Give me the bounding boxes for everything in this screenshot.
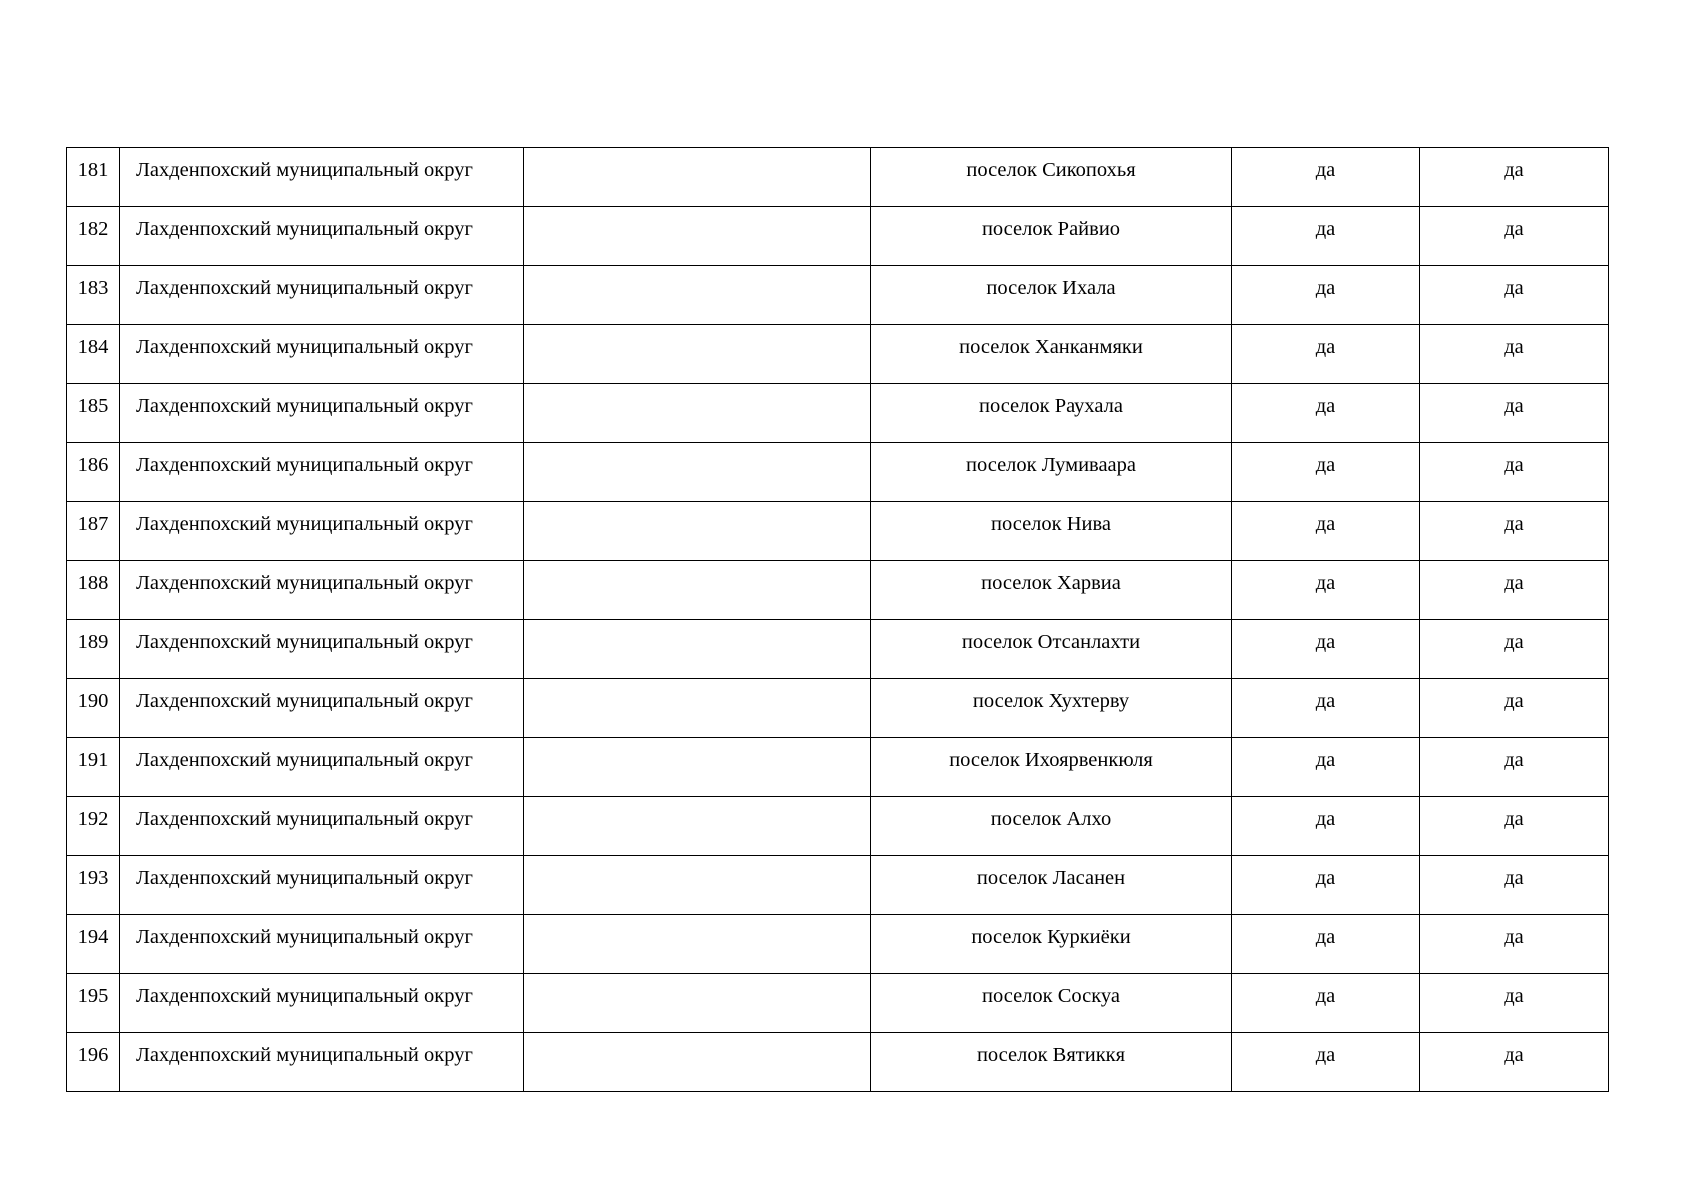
flag-text-1: да	[1315, 690, 1336, 712]
row-number-text: 186	[77, 454, 109, 476]
flag-cell-1	[1232, 679, 1420, 738]
row-number-cell	[67, 856, 120, 915]
empty-cell	[524, 561, 871, 620]
row-number-cell	[67, 797, 120, 856]
settlement-cell	[871, 148, 1232, 207]
flag-cell-2	[1420, 502, 1609, 561]
flag-text-1: да	[1315, 867, 1336, 889]
municipal-okrug-cell	[120, 561, 524, 620]
flag-cell-1	[1232, 974, 1420, 1033]
municipal-okrug-cell	[120, 1033, 524, 1092]
empty-cell	[524, 679, 871, 738]
settlement-cell	[871, 797, 1232, 856]
row-number-text: 195	[77, 985, 109, 1007]
empty-cell	[524, 443, 871, 502]
flag-text-2: да	[1504, 867, 1524, 889]
row-number-cell	[67, 738, 120, 797]
table-row	[67, 502, 1609, 561]
municipal-okrug-text: Лахденпохский муниципальный округ	[136, 926, 473, 948]
flag-cell-1	[1232, 738, 1420, 797]
municipal-okrug-cell	[120, 148, 524, 207]
flag-text-2: да	[1504, 218, 1524, 240]
flag-text-2: да	[1504, 336, 1524, 358]
row-number-cell	[67, 148, 120, 207]
settlements-table	[66, 147, 1609, 1092]
municipal-okrug-text: Лахденпохский муниципальный округ	[136, 690, 473, 712]
settlement-cell	[871, 325, 1232, 384]
empty-cell	[524, 148, 871, 207]
empty-cell	[524, 974, 871, 1033]
flag-text-2: да	[1504, 985, 1524, 1007]
flag-text-1: да	[1315, 808, 1336, 830]
row-number-cell	[67, 620, 120, 679]
flag-cell-2	[1420, 738, 1609, 797]
flag-cell-2	[1420, 384, 1609, 443]
row-number-cell	[67, 679, 120, 738]
settlement-text: поселок Алхо	[990, 808, 1112, 830]
table-body	[67, 148, 1609, 1092]
flag-cell-2	[1420, 915, 1609, 974]
table-row	[67, 443, 1609, 502]
table-row	[67, 679, 1609, 738]
row-number-text: 182	[77, 218, 109, 240]
flag-cell-2	[1420, 620, 1609, 679]
flag-text-2: да	[1504, 159, 1524, 181]
settlement-text: поселок Раухала	[978, 395, 1124, 417]
settlement-text: поселок Ихала	[986, 277, 1116, 299]
empty-cell	[524, 856, 871, 915]
settlement-cell	[871, 266, 1232, 325]
flag-cell-1	[1232, 502, 1420, 561]
row-number-cell	[67, 502, 120, 561]
table-row	[67, 915, 1609, 974]
flag-text-1: да	[1315, 336, 1336, 358]
municipal-okrug-cell	[120, 738, 524, 797]
row-number-text: 193	[77, 867, 109, 889]
flag-text-2: да	[1504, 277, 1524, 299]
municipal-okrug-cell	[120, 856, 524, 915]
flag-text-1: да	[1315, 1044, 1336, 1066]
row-number-cell	[67, 325, 120, 384]
table-row	[67, 856, 1609, 915]
table-row	[67, 738, 1609, 797]
flag-cell-2	[1420, 207, 1609, 266]
row-number-text: 190	[77, 690, 109, 712]
settlement-text: поселок Райвио	[981, 218, 1121, 240]
flag-text-2: да	[1504, 926, 1524, 948]
municipal-okrug-cell	[120, 679, 524, 738]
settlement-cell	[871, 561, 1232, 620]
flag-text-1: да	[1315, 926, 1336, 948]
empty-cell	[524, 502, 871, 561]
table-row	[67, 207, 1609, 266]
row-number-cell	[67, 1033, 120, 1092]
flag-cell-1	[1232, 561, 1420, 620]
row-number-cell	[67, 561, 120, 620]
flag-text-2: да	[1504, 1044, 1524, 1066]
municipal-okrug-text: Лахденпохский муниципальный округ	[136, 572, 473, 594]
row-number-cell	[67, 915, 120, 974]
empty-cell	[524, 384, 871, 443]
row-number-text: 187	[77, 513, 109, 535]
row-number-text: 185	[77, 395, 109, 417]
flag-cell-1	[1232, 915, 1420, 974]
settlement-cell	[871, 207, 1232, 266]
settlement-text: поселок Нива	[990, 513, 1112, 535]
row-number-cell	[67, 384, 120, 443]
municipal-okrug-text: Лахденпохский муниципальный округ	[136, 277, 473, 299]
settlement-cell	[871, 679, 1232, 738]
municipal-okrug-cell	[120, 797, 524, 856]
flag-cell-1	[1232, 797, 1420, 856]
flag-text-2: да	[1504, 631, 1524, 653]
flag-cell-1	[1232, 1033, 1420, 1092]
flag-cell-2	[1420, 325, 1609, 384]
municipal-okrug-cell	[120, 266, 524, 325]
municipal-okrug-text: Лахденпохский муниципальный округ	[136, 395, 473, 417]
flag-text-1: да	[1315, 513, 1336, 535]
flag-cell-1	[1232, 207, 1420, 266]
empty-cell	[524, 207, 871, 266]
municipal-okrug-text: Лахденпохский муниципальный округ	[136, 808, 473, 830]
settlement-text: поселок Сикопохья	[966, 159, 1136, 181]
row-number-text: 183	[77, 277, 109, 299]
settlement-cell	[871, 738, 1232, 797]
empty-cell	[524, 325, 871, 384]
municipal-okrug-cell	[120, 620, 524, 679]
municipal-okrug-cell	[120, 325, 524, 384]
flag-cell-2	[1420, 561, 1609, 620]
flag-text-1: да	[1315, 572, 1336, 594]
flag-cell-2	[1420, 148, 1609, 207]
flag-cell-2	[1420, 856, 1609, 915]
municipal-okrug-text: Лахденпохский муниципальный округ	[136, 513, 473, 535]
empty-cell	[524, 738, 871, 797]
flag-text-2: да	[1504, 513, 1524, 535]
table-row	[67, 148, 1609, 207]
flag-text-2: да	[1504, 749, 1524, 771]
table-row	[67, 561, 1609, 620]
flag-cell-1	[1232, 325, 1420, 384]
municipal-okrug-text: Лахденпохский муниципальный округ	[136, 867, 473, 889]
settlement-text: поселок Хухтерву	[972, 690, 1130, 712]
row-number-cell	[67, 974, 120, 1033]
settlement-cell	[871, 856, 1232, 915]
flag-text-1: да	[1315, 218, 1336, 240]
municipal-okrug-text: Лахденпохский муниципальный округ	[136, 454, 473, 476]
municipal-okrug-cell	[120, 974, 524, 1033]
flag-cell-1	[1232, 148, 1420, 207]
table-row	[67, 325, 1609, 384]
settlement-text: поселок Вятиккя	[976, 1044, 1126, 1066]
settlement-cell	[871, 443, 1232, 502]
row-number-text: 192	[77, 808, 109, 830]
table-row	[67, 974, 1609, 1033]
municipal-okrug-cell	[120, 915, 524, 974]
municipal-okrug-text: Лахденпохский муниципальный округ	[136, 631, 473, 653]
settlement-text: поселок Ласанен	[976, 867, 1126, 889]
municipal-okrug-text: Лахденпохский муниципальный округ	[136, 159, 473, 181]
row-number-text: 189	[77, 631, 109, 653]
row-number-text: 184	[77, 336, 109, 358]
flag-text-1: да	[1315, 277, 1336, 299]
municipal-okrug-cell	[120, 207, 524, 266]
settlement-text: поселок Ханканмяки	[959, 336, 1143, 358]
row-number-cell	[67, 443, 120, 502]
flag-text-2: да	[1504, 454, 1524, 476]
row-number-text: 194	[77, 926, 109, 948]
row-number-cell	[67, 207, 120, 266]
empty-cell	[524, 1033, 871, 1092]
flag-cell-2	[1420, 443, 1609, 502]
settlement-cell	[871, 1033, 1232, 1092]
settlement-text: поселок Соскуа	[981, 985, 1121, 1007]
settlement-cell	[871, 620, 1232, 679]
municipal-okrug-cell	[120, 443, 524, 502]
flag-text-1: да	[1315, 454, 1336, 476]
settlement-cell	[871, 384, 1232, 443]
row-number-text: 191	[77, 749, 109, 771]
municipal-okrug-text: Лахденпохский муниципальный округ	[136, 1044, 473, 1066]
municipal-okrug-cell	[120, 384, 524, 443]
settlement-text: поселок Куркиёки	[971, 926, 1131, 948]
settlement-text: поселок Харвиа	[981, 572, 1121, 594]
empty-cell	[524, 797, 871, 856]
table-row	[67, 266, 1609, 325]
flag-cell-1	[1232, 266, 1420, 325]
flag-text-1: да	[1315, 395, 1336, 417]
flag-cell-2	[1420, 266, 1609, 325]
flag-cell-2	[1420, 679, 1609, 738]
empty-cell	[524, 266, 871, 325]
municipal-okrug-text: Лахденпохский муниципальный округ	[136, 985, 473, 1007]
table-row	[67, 797, 1609, 856]
flag-text-2: да	[1504, 808, 1524, 830]
table-row	[67, 384, 1609, 443]
flag-cell-1	[1232, 384, 1420, 443]
settlement-text: поселок Ихоярвенкюля	[949, 749, 1153, 771]
municipal-okrug-text: Лахденпохский муниципальный округ	[136, 218, 473, 240]
table-row	[67, 620, 1609, 679]
row-number-text: 196	[77, 1044, 109, 1066]
flag-cell-2	[1420, 797, 1609, 856]
row-number-cell	[67, 266, 120, 325]
settlement-cell	[871, 915, 1232, 974]
municipal-okrug-text: Лахденпохский муниципальный округ	[136, 336, 473, 358]
municipal-okrug-text: Лахденпохский муниципальный округ	[136, 749, 473, 771]
row-number-text: 181	[77, 159, 109, 181]
flag-text-2: да	[1504, 395, 1524, 417]
flag-text-1: да	[1315, 749, 1336, 771]
flag-text-2: да	[1504, 690, 1524, 712]
settlement-cell	[871, 502, 1232, 561]
table-row	[67, 1033, 1609, 1092]
flag-text-1: да	[1315, 985, 1336, 1007]
settlement-text: поселок Лумиваара	[965, 454, 1137, 476]
flag-text-2: да	[1504, 572, 1524, 594]
flag-cell-2	[1420, 974, 1609, 1033]
settlement-cell	[871, 974, 1232, 1033]
flag-cell-2	[1420, 1033, 1609, 1092]
flag-text-1: да	[1315, 631, 1336, 653]
settlement-text: поселок Отсанлахти	[961, 631, 1141, 653]
flag-cell-1	[1232, 856, 1420, 915]
flag-cell-1	[1232, 443, 1420, 502]
flag-text-1: да	[1315, 159, 1336, 181]
empty-cell	[524, 620, 871, 679]
row-number-text: 188	[77, 572, 109, 594]
flag-cell-1	[1232, 620, 1420, 679]
empty-cell	[524, 915, 871, 974]
municipal-okrug-cell	[120, 502, 524, 561]
